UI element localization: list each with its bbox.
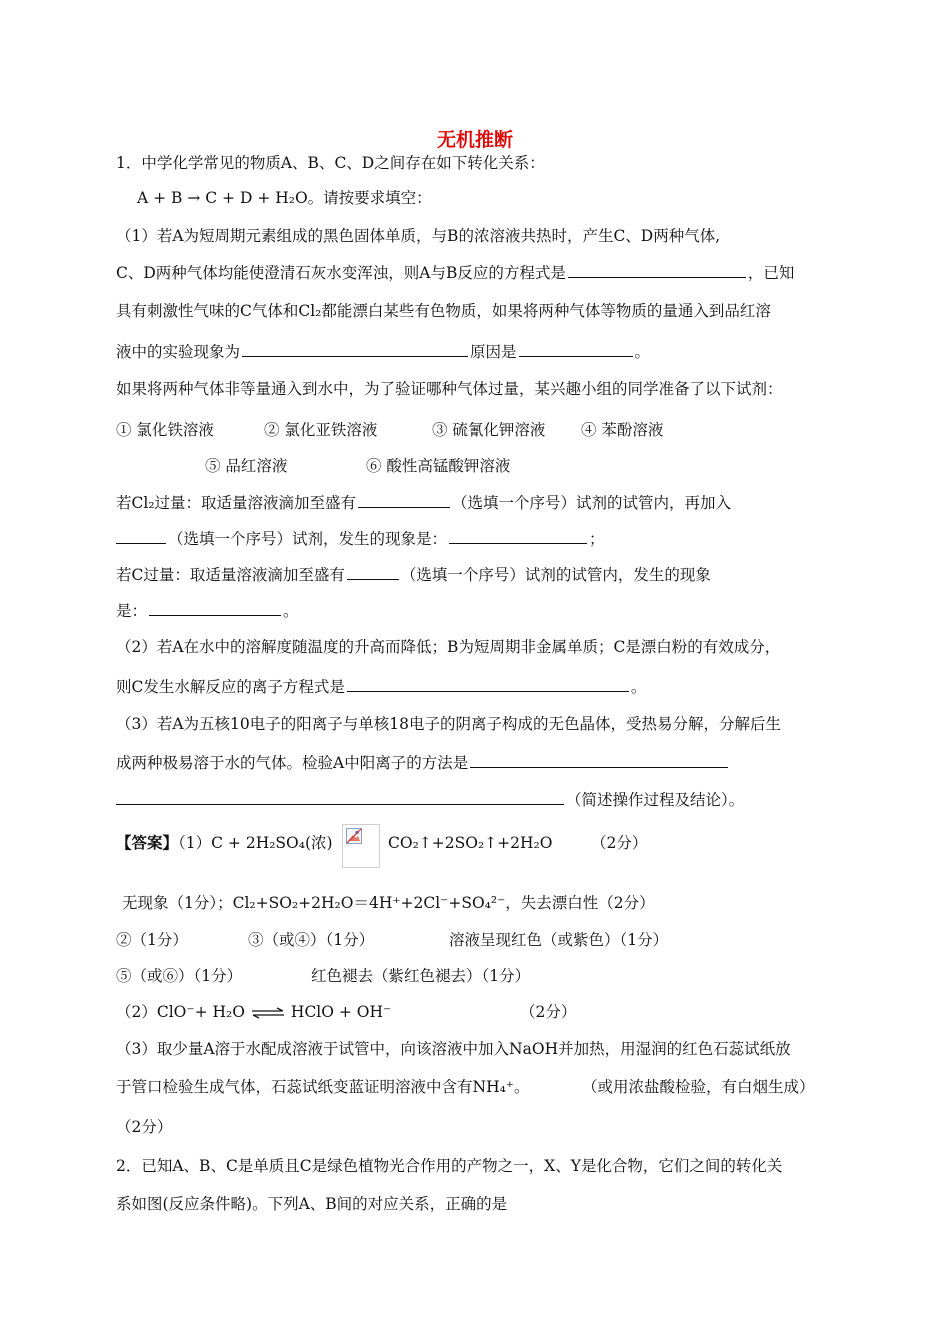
q1-line-14-tail: 。 [630, 678, 647, 696]
answer-line-7a: 于管口检验生成气体，石蕊试纸变蓝证明溶液中含有NH₄⁺。 [116, 1078, 530, 1096]
answer-blank[interactable] [568, 262, 746, 278]
q1-line-14 [116, 676, 646, 697]
q1-line-6-reason: 原因是 [470, 343, 517, 361]
q1-line-5: 具有刺激性气味的C气体和Cl₂都能漂白某些有色物质，如果将两种气体等物质的量通入到品红溶 [116, 302, 771, 320]
reagent-4: ④ 苯酚溶液 [581, 421, 664, 439]
q1-line-12-tail: 。 [283, 602, 299, 620]
answer-line-3a: ②（1分） [116, 931, 188, 949]
answer-blank[interactable] [470, 752, 728, 768]
q1-line-11-text: 若C过量：取适量溶液滴加至盛有 [116, 566, 345, 584]
answer-line-3c: 溶液呈现红色（或紫色）（1分） [449, 931, 669, 949]
q1-line-11-tail: （选填一个序号）试剂的试管内，发生的现象 [400, 566, 711, 584]
q1-line-13: （2）若A在水中的溶解度随温度的升高而降低；B为短周期非金属单质；C是漂白粉的有效成分， [116, 638, 781, 656]
answer-eq-right: CO₂↑+2SO₂↑+2H₂O [388, 834, 553, 852]
page-title: 无机推断 [436, 129, 513, 151]
q1-line-14-text: 则C发生水解反应的离子方程式是 [116, 678, 345, 696]
reagent-1: ① 氯化铁溶液 [116, 421, 214, 439]
q1-line-12-text: 是： [116, 602, 148, 620]
q1-line-15: （3）若A为五核10电子的阳离子与单核18电子的阴离子构成的无色晶体，受热易分解，分解后生 [116, 715, 782, 733]
reagent-2: ② 氯化亚铁溶液 [264, 421, 378, 439]
q1-line-10-text: （选填一个序号）试剂，发生的现象是： [168, 530, 448, 548]
answer-blank[interactable] [449, 528, 587, 544]
answer-blank[interactable] [116, 789, 564, 805]
answer-line-4a: ⑤（或⑥）（1分） [116, 967, 243, 985]
answer-blank[interactable] [242, 341, 468, 357]
q1-line-17-tail: （简述操作过程及结论）。 [566, 791, 745, 809]
answer-label: 【答案】 [116, 833, 179, 852]
q1-line-9-tail: （选填一个序号）试剂的试管内，再加入 [452, 494, 732, 512]
answer-score-5: （2分） [520, 1003, 577, 1021]
answer-line-1 [116, 833, 333, 853]
q1-line-9-text: 若Cl₂过量：取适量溶液滴加至盛有 [116, 494, 357, 512]
answer-blank[interactable] [358, 492, 450, 508]
answer-blank[interactable] [519, 341, 633, 357]
q1-line-6 [116, 341, 650, 362]
q2-line-1: 2．已知A、B、C是单质且C是绿色植物光合作用的产物之一，X、Y是化合物，它们之间的转化关 [116, 1157, 783, 1175]
q2-line-2: 系如图(反应条件略)。下列A、B间的对应关系，正确的是 [116, 1195, 508, 1213]
answer-line-5 [116, 1002, 391, 1022]
answer-eq-left: （1）C + 2H₂SO₄(浓) [178, 834, 333, 852]
reagent-3: ③ 硫氰化钾溶液 [432, 421, 546, 439]
q1-line-10-tail: ； [589, 530, 605, 548]
answer-line-2: 无现象（1分）；Cl₂+SO₂+2H₂O＝4H⁺+2Cl⁻+SO₄²⁻，失去漂白性（2分） [122, 894, 655, 912]
q1-line-16-text: 成两种极易溶于水的气体。检验A中阳离子的方法是 [116, 754, 469, 772]
answer-line-6: （3）取少量A溶于水配成溶液于试管中，向该溶液中加入NaOH并加热，用湿润的红色石蕊试纸放 [116, 1040, 791, 1058]
q1-line-1: 1．中学化学常见的物质A、B、C、D之间存在如下转化关系： [116, 154, 545, 172]
q1-line-4-text: C、D两种气体均能使澄清石灰水变浑浊，则A与B反应的方程式是 [116, 264, 566, 282]
q1-line-2: A + B → C + D + H₂O。请按要求填空： [137, 189, 432, 207]
q1-line-11 [116, 564, 711, 585]
q1-line-4-tail: ，已知 [747, 264, 795, 282]
q1-line-10 [116, 528, 605, 549]
answer-blank[interactable] [149, 600, 281, 616]
q1-line-7: 如果将两种气体非等量通入到水中，为了验证哪种气体过量，某兴趣小组的同学准备了以下试剂： [116, 380, 783, 398]
q1-line-12 [116, 600, 299, 621]
q1-line-6-tail: 。 [634, 343, 651, 361]
q1-line-16 [116, 752, 730, 773]
answer-blank[interactable] [347, 676, 629, 692]
answer-ionic-right: HClO + OH⁻ [290, 1003, 392, 1021]
answer-score-1: （2分） [591, 834, 648, 852]
answer-line-7b: （或用浓盐酸检验，有白烟生成） [582, 1078, 815, 1096]
equilibrium-arrow-icon [251, 1007, 285, 1019]
reagent-5: ⑤ 品红溶液 [205, 457, 288, 475]
q1-line-4 [116, 262, 794, 283]
answer-blank[interactable] [116, 528, 166, 544]
answer-line-3b: ③（或④）（1分） [248, 931, 375, 949]
q1-line-17 [116, 789, 744, 810]
image-placeholder-icon [342, 824, 380, 868]
q1-line-6-text: 液中的实验现象为 [116, 343, 241, 361]
q1-line-3: （1）若A为短周期元素组成的黑色固体单质，与B的浓溶液共热时，产生C、D两种气体, [116, 227, 721, 245]
q1-line-9 [116, 492, 731, 513]
reagent-6: ⑥ 酸性高锰酸钾溶液 [366, 457, 511, 475]
answer-blank[interactable] [347, 564, 399, 580]
answer-line-4b: 红色褪去（紫红色褪去）（1分） [311, 967, 531, 985]
answer-line-8: （2分） [116, 1118, 173, 1136]
answer-ionic-left: （2）ClO⁻+ H₂O [116, 1003, 245, 1021]
